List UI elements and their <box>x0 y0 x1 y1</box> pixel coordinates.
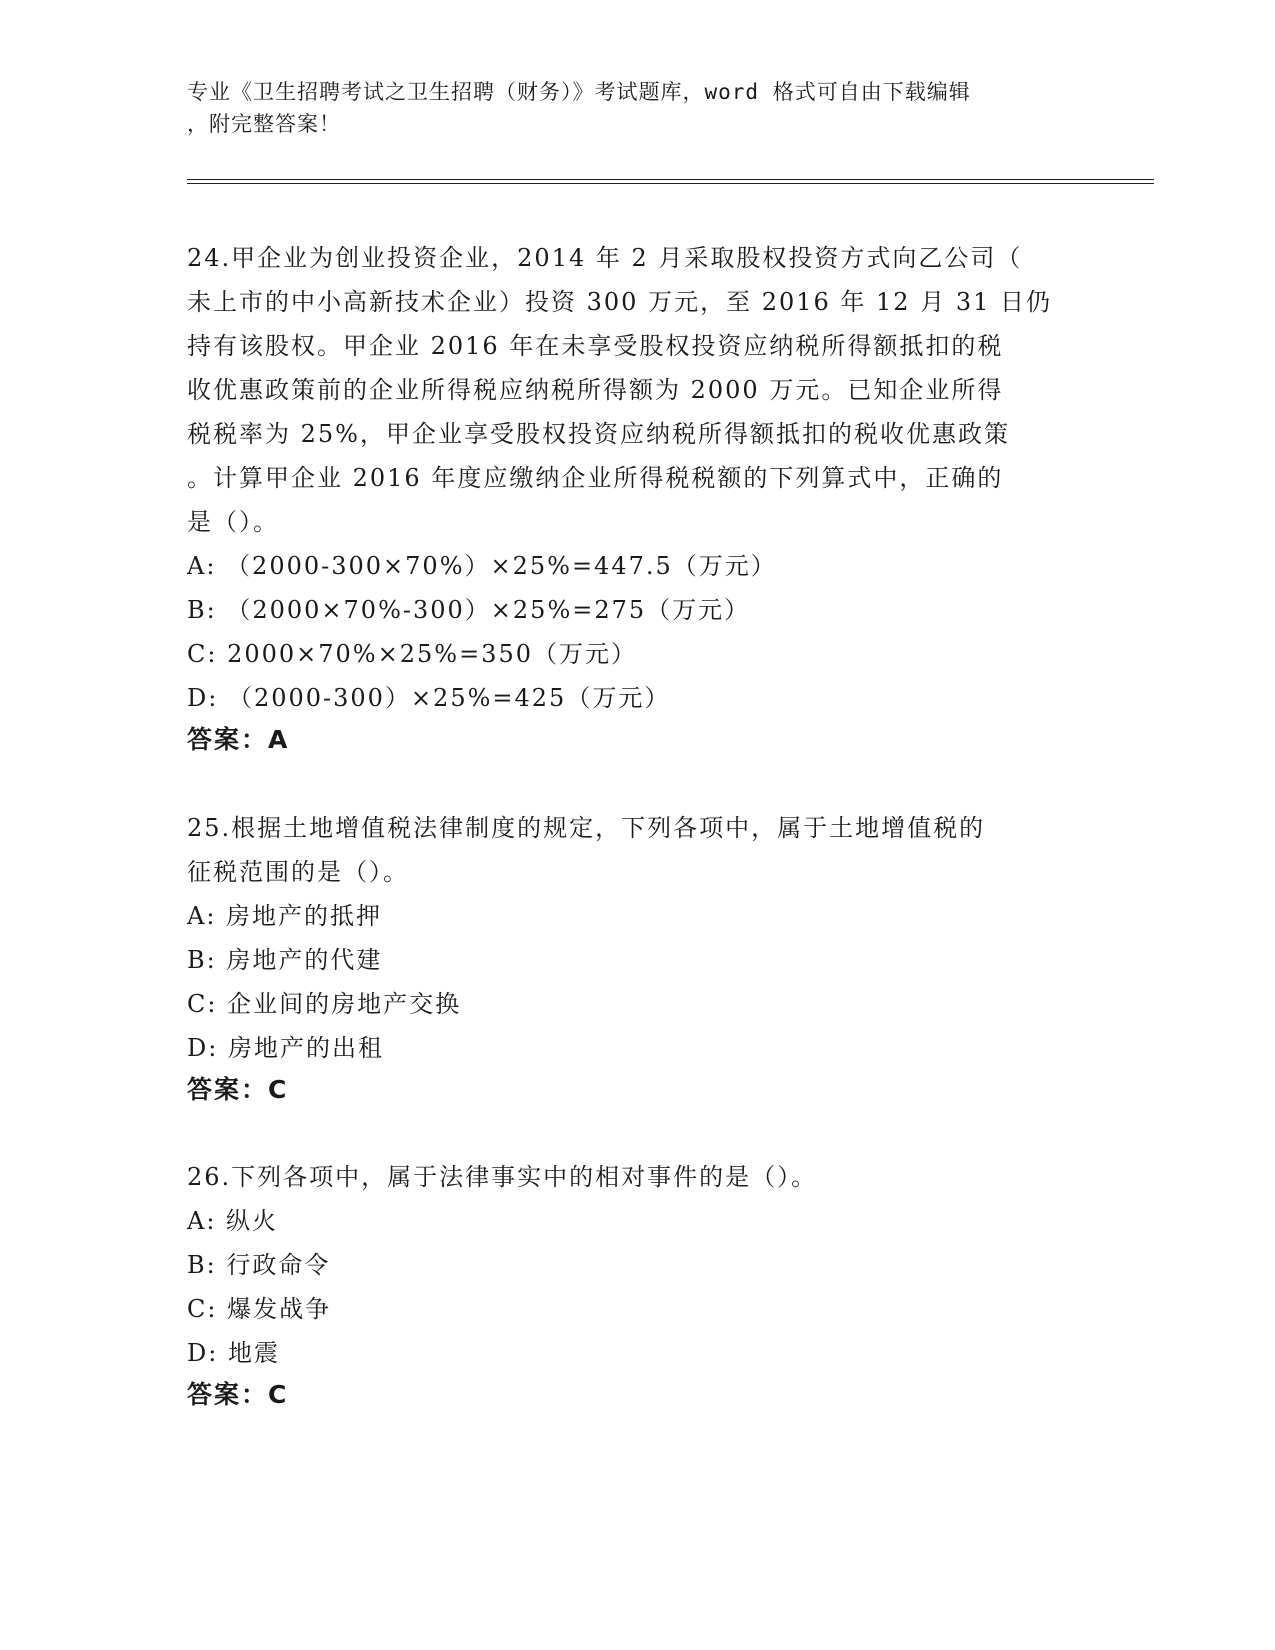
header-divider-top <box>187 179 1154 180</box>
question-24-line-1: 24.甲企业为创业投资企业，2014 年 2 月采取股权投资方式向乙公司（ <box>187 244 1023 272</box>
question-24-option-a: A: （2000-300×70%）×25%=447.5（万元） <box>187 552 777 580</box>
question-26-option-d: D: 地震 <box>187 1339 280 1367</box>
question-25-option-b: B: 房地产的代建 <box>187 946 383 974</box>
header-line-2: ，附完整答案！ <box>187 112 341 136</box>
question-24-line-2: 未上市的中小高新技术企业）投资 300 万元，至 2016 年 12 月 31 日仍 <box>187 288 1052 316</box>
question-26-option-b: B: 行政命令 <box>187 1251 331 1279</box>
question-24-answer: 答案：A <box>187 725 290 754</box>
question-24-option-b: B: （2000×70%-300）×25%=275（万元） <box>187 596 751 624</box>
question-24-line-7: 是（）。 <box>187 508 279 536</box>
question-24-option-d: D: （2000-300）×25%=425（万元） <box>187 684 671 712</box>
question-24-line-4: 收优惠政策前的企业所得税应纳税所得额为 2000 万元。已知企业所得 <box>187 376 1004 404</box>
question-25-line-2: 征税范围的是（）。 <box>187 858 409 886</box>
question-24-line-5: 税税率为 25%，甲企业享受股权投资应纳税所得额抵扣的税收优惠政策 <box>187 420 1010 448</box>
question-26-option-c: C: 爆发战争 <box>187 1295 332 1323</box>
question-25-answer: 答案：C <box>187 1075 289 1104</box>
question-24-option-c: C: 2000×70%×25%=350（万元） <box>187 640 637 668</box>
header-divider-bottom <box>187 183 1154 184</box>
question-24-line-6: 。计算甲企业 2016 年度应缴纳企业所得税税额的下列算式中，正确的 <box>187 464 1004 492</box>
question-25-option-c: C: 企业间的房地产交换 <box>187 990 462 1018</box>
header-line-1: 专业《卫生招聘考试之卫生招聘（财务）》考试题库，word 格式可自由下载编辑 <box>187 80 971 104</box>
question-26-line-1: 26.下列各项中，属于法律事实中的相对事件的是（）。 <box>187 1163 818 1191</box>
question-25-option-a: A: 房地产的抵押 <box>187 902 383 930</box>
question-25-line-1: 25.根据土地增值税法律制度的规定，下列各项中，属于土地增值税的 <box>187 814 986 842</box>
document-header <box>187 76 1067 140</box>
question-26-answer: 答案：C <box>187 1380 289 1409</box>
question-24-line-3: 持有该股权。甲企业 2016 年在未享受股权投资应纳税所得额抵扣的税 <box>187 332 1004 360</box>
question-26-option-a: A: 纵火 <box>187 1207 279 1235</box>
question-25-option-d: D: 房地产的出租 <box>187 1034 384 1062</box>
